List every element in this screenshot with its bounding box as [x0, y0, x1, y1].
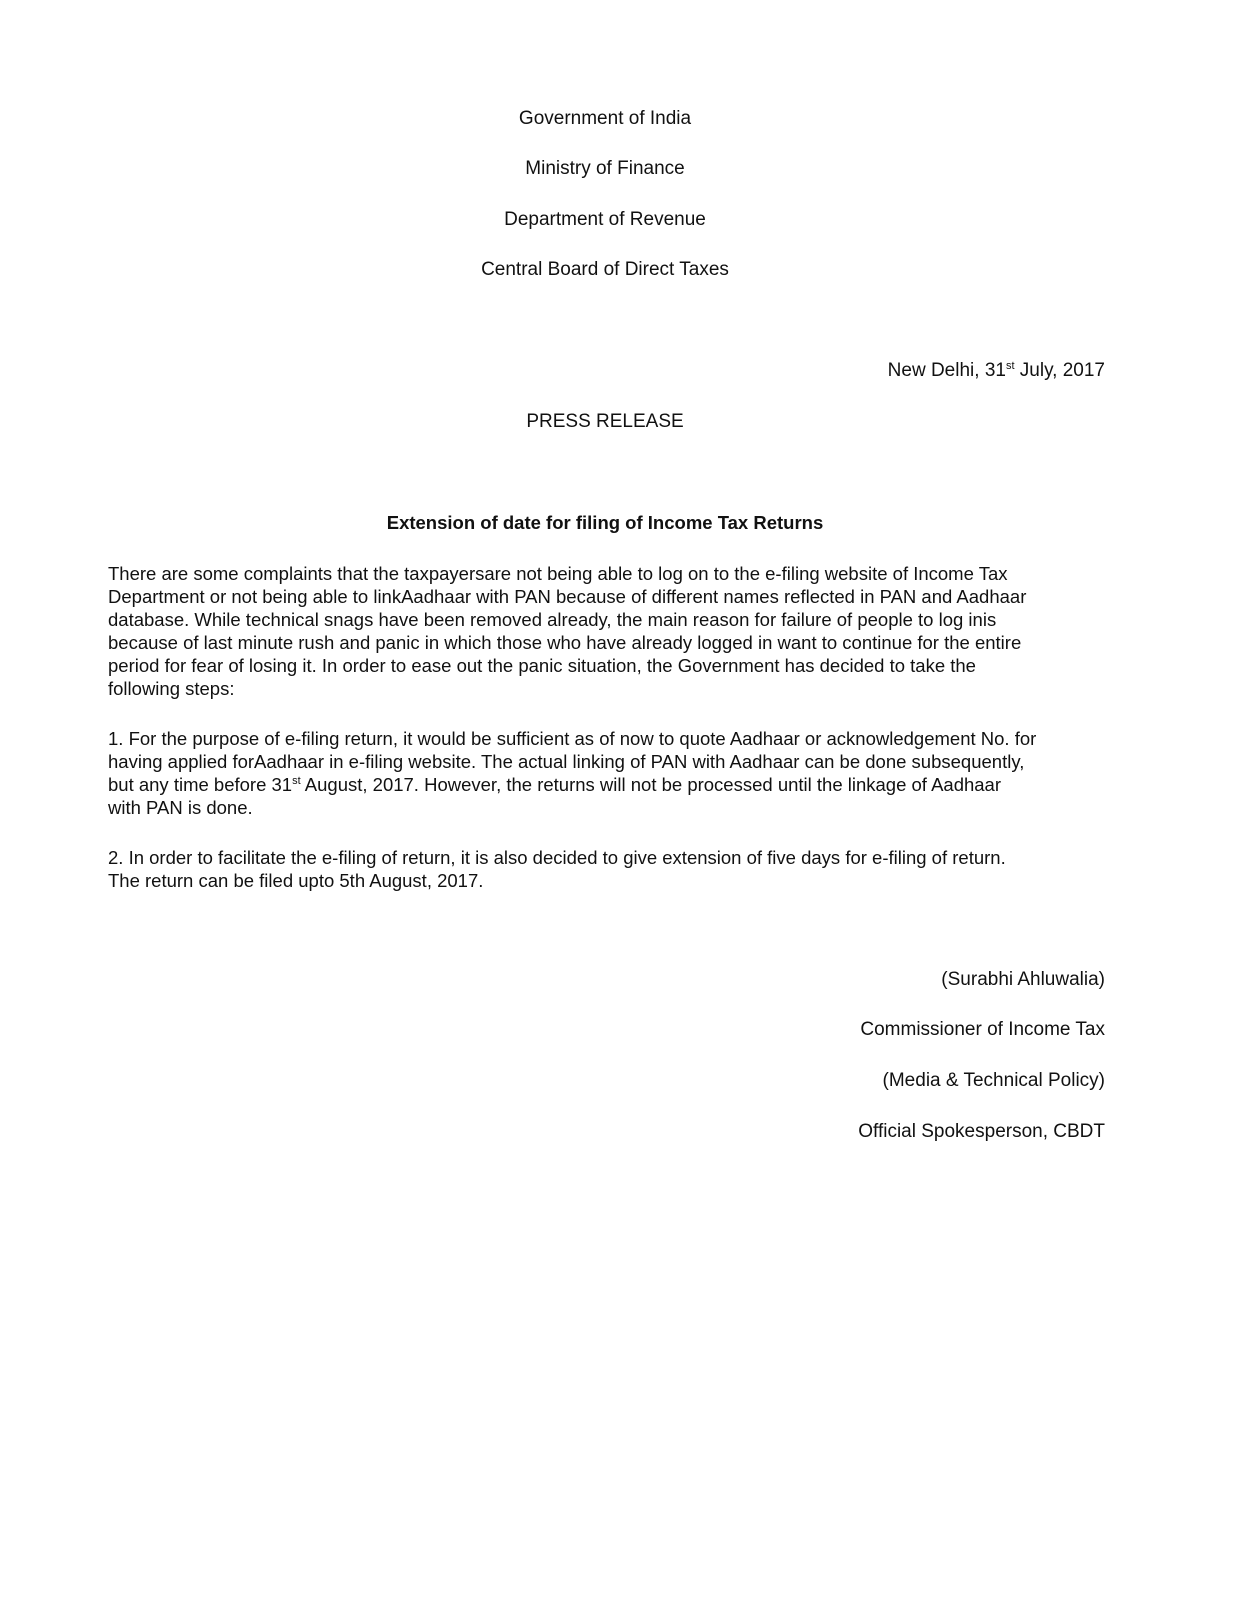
deadline-sup: st [292, 775, 301, 787]
dateline [888, 359, 1105, 383]
header-ministry: Ministry of Finance [525, 158, 685, 179]
paragraph-line: 1. For the purpose of e-filing return, it would be sufficient as of now to quote Aadhaar or acknowledgement No. for [108, 728, 1037, 749]
dateline-sup: st [1005, 360, 1015, 372]
paragraph-line: following steps: [108, 678, 235, 699]
point-1-paragraph [108, 727, 1108, 819]
press-release-label: PRESS RELEASE [526, 411, 684, 432]
paragraph-line: with PAN is done. [108, 797, 253, 818]
header-department: Department of Revenue [504, 209, 706, 230]
signatory-role: Official Spokesperson, CBDT [858, 1121, 1105, 1142]
paragraph-line: having applied forAadhaar in e-filing website. The actual linking of PAN with Aadhaar can be done subsequently, [108, 751, 1025, 772]
deadline-prefix: but any time before 31 [108, 774, 293, 795]
intro-paragraph [108, 562, 1108, 700]
paragraph-line: The return can be filed upto 5th August, 2017. [108, 870, 484, 891]
header-government: Government of India [518, 108, 692, 129]
paragraph-line: 2. In order to facilitate the e-filing of return, it is also decided to give extension of five days for e-filing of return. [108, 847, 1006, 868]
paragraph-line [108, 773, 1108, 796]
document-title: Extension of date for filing of Income Tax Returns [386, 512, 824, 533]
signatory-division: (Media & Technical Policy) [882, 1070, 1105, 1091]
signatory-designation: Commissioner of Income Tax [860, 1019, 1105, 1040]
signatory-name: (Surabhi Ahluwalia) [941, 969, 1105, 990]
paragraph-line: Department or not being able to linkAadhaar with PAN because of different names reflected in PAN and Aadhaar [108, 586, 1027, 607]
dateline-prefix: New Delhi, 31 [887, 360, 1006, 381]
header-board: Central Board of Direct Taxes [481, 259, 729, 280]
paragraph-line: period for fear of losing it. In order to ease out the panic situation, the Government has decided to take the [108, 655, 976, 676]
paragraph-line: database. While technical snags have been removed already, the main reason for failure of people to log inis [108, 609, 997, 630]
dateline-suffix: July, 2017 [1014, 360, 1105, 381]
paragraph-line: because of last minute rush and panic in which those who have already logged in want to continue for the entire [108, 632, 1022, 653]
deadline-suffix: August, 2017. However, the returns will not be processed until the linkage of Aadhaar [300, 774, 1002, 795]
point-2-paragraph [108, 846, 1108, 892]
paragraph-line: There are some complaints that the taxpayersare not being able to log on to the e-filing website of Income Tax [108, 563, 1008, 584]
